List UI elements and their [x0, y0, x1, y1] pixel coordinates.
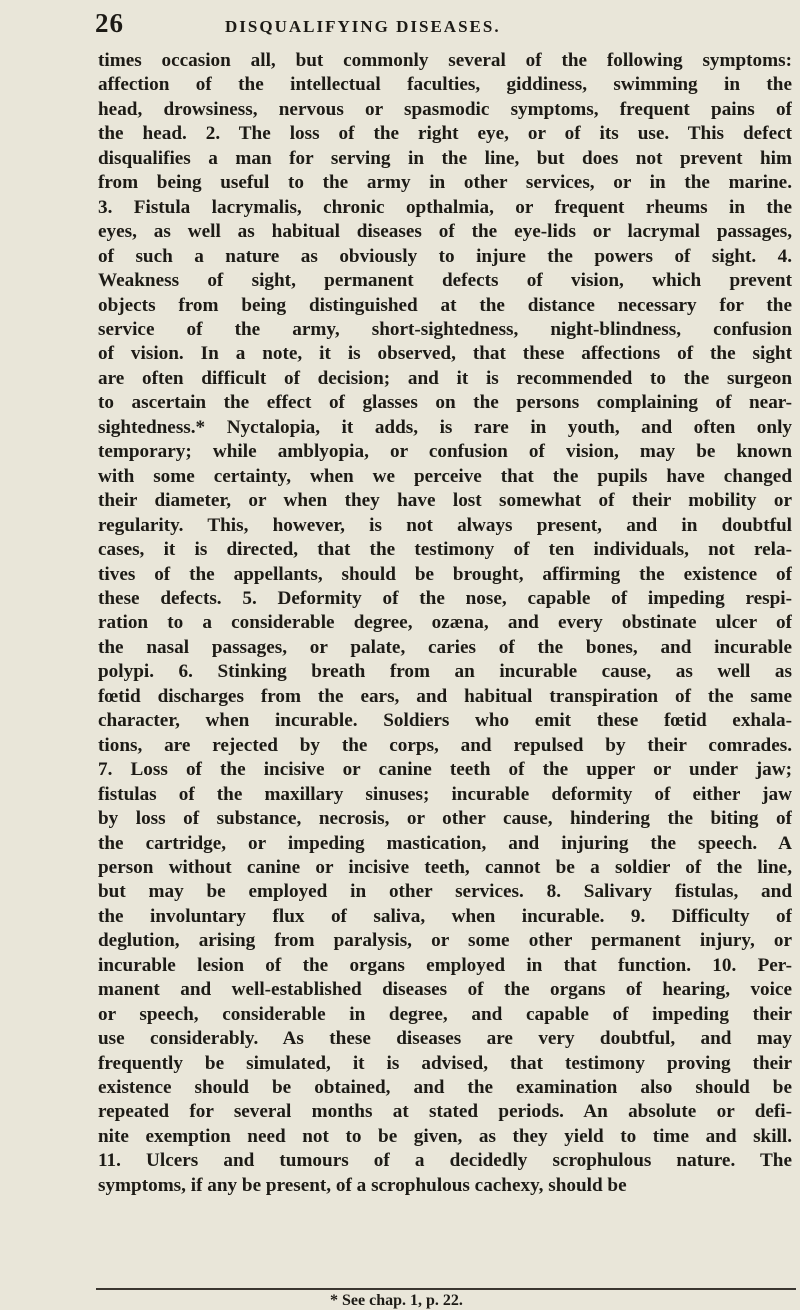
- page-number: 26: [95, 8, 124, 38]
- text-line: are often difficult of decision; and it is recommended to the surgeon: [98, 367, 792, 389]
- text-line: the nasal passages, or palate, caries of the bones, and incurable: [98, 636, 792, 658]
- text-line: to ascertain the effect of glasses on the persons complaining of near-: [98, 392, 792, 414]
- text-line: repeated for several months at stated periods. An absolute or defi-: [98, 1101, 792, 1123]
- text-line: by loss of substance, necrosis, or other cause, hindering the biting of: [98, 808, 792, 830]
- text-line: nite exemption need not to be given, as they yield to time and skill.: [98, 1125, 792, 1147]
- text-line: objects from being distinguished at the distance necessary for the: [98, 294, 792, 316]
- text-line: 11. Ulcers and tumours of a decidedly scrophulous nature. The: [98, 1150, 792, 1172]
- text-line: head, drowsiness, nervous or spasmodic symptoms, frequent pains of: [98, 98, 792, 120]
- text-line: fistulas of the maxillary sinuses; incurable deformity of either jaw: [98, 783, 792, 805]
- text-line: existence should be obtained, and the examination also should be: [98, 1077, 792, 1099]
- running-head: DISQUALIFYING DISEASES.: [225, 17, 501, 36]
- text-line: service of the army, short-sightedness, night-blindness, confusion: [98, 318, 792, 340]
- text-line: fœtid discharges from the ears, and habitual transpiration of the same: [98, 685, 792, 707]
- text-line: the involuntary flux of saliva, when incurable. 9. Difficulty of: [98, 905, 792, 927]
- page-header: [95, 8, 770, 42]
- body-text: [98, 49, 792, 1198]
- text-line: their diameter, or when they have lost somewhat of their mobility or: [98, 490, 792, 512]
- text-line: affection of the intellectual faculties, giddiness, swimming in the: [98, 74, 792, 96]
- text-line: these defects. 5. Deformity of the nose, capable of impeding respi-: [98, 587, 792, 609]
- text-line: manent and well-established diseases of the organs of hearing, voice: [98, 979, 792, 1001]
- text-line: symptoms, if any be present, of a scrophulous cachexy, should be: [98, 1174, 627, 1196]
- text-line: frequently be simulated, it is advised, that testimony proving their: [98, 1052, 792, 1074]
- text-line: person without canine or incisive teeth, cannot be a soldier of the line,: [98, 856, 792, 878]
- text-line: 3. Fistula lacrymalis, chronic opthalmia, or frequent rheums in the: [98, 196, 792, 218]
- text-line: eyes, as well as habitual diseases of the eye-lids or lacrymal passages,: [98, 221, 792, 243]
- text-line: the head. 2. The loss of the right eye, or of its use. This defect: [98, 123, 792, 145]
- text-line: the cartridge, or impeding mastication, and injuring the speech. A: [98, 832, 792, 854]
- text-line: regularity. This, however, is not always present, and in doubtful: [98, 514, 792, 536]
- text-line: disqualifies a man for serving in the line, but does not prevent him: [98, 147, 792, 169]
- text-line: times occasion all, but commonly several of the following symptoms:: [98, 50, 792, 71]
- text-line: from being useful to the army in other services, or in the marine.: [98, 172, 792, 194]
- text-line: ration to a considerable degree, ozæna, and every obstinate ulcer of: [98, 612, 792, 634]
- text-line: temporary; while amblyopia, or confusion of vision, may be known: [98, 441, 792, 463]
- text-line: incurable lesion of the organs employed in that function. 10. Per-: [98, 954, 792, 976]
- text-line: tives of the appellants, should be brought, affirming the existence of: [98, 563, 792, 585]
- footnote-rule: [96, 1288, 796, 1290]
- text-line: sightedness.* Nyctalopia, it adds, is rare in youth, and often only: [98, 416, 792, 438]
- footnote: * See chap. 1, p. 22.: [330, 1292, 463, 1309]
- text-line: use considerably. As these diseases are very doubtful, and may: [98, 1028, 792, 1050]
- text-line: 7. Loss of the incisive or canine teeth of the upper or under jaw;: [98, 759, 792, 781]
- text-line: tions, are rejected by the corps, and repulsed by their comrades.: [98, 734, 792, 756]
- text-line: character, when incurable. Soldiers who emit these fœtid exhala-: [98, 710, 792, 732]
- text-line: polypi. 6. Stinking breath from an incurable cause, as well as: [98, 661, 792, 683]
- text-line: deglution, arising from paralysis, or some other permanent injury, or: [98, 930, 792, 952]
- text-line: of vision. In a note, it is observed, that these affections of the sight: [98, 343, 792, 365]
- text-line: Weakness of sight, permanent defects of vision, which prevent: [98, 270, 792, 292]
- text-line: but may be employed in other services. 8. Salivary fistulas, and: [98, 881, 792, 903]
- text-line: or speech, considerable in degree, and capable of impeding their: [98, 1003, 792, 1025]
- text-line: of such a nature as obviously to injure the powers of sight. 4.: [98, 245, 792, 267]
- text-line: cases, it is directed, that the testimony of ten individuals, not rela-: [98, 539, 792, 561]
- text-line: with some certainty, when we perceive that the pupils have changed: [98, 465, 792, 487]
